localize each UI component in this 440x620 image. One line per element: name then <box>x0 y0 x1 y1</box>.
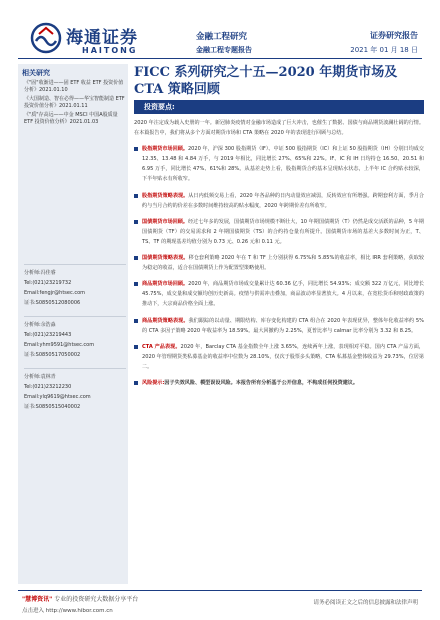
report-category: 金融工程研究 <box>196 32 248 42</box>
related-research-list <box>24 80 126 128</box>
report-title: FICC 系列研究之十五—2020 年期货市场及 CTA 策略回顾 <box>134 65 398 97</box>
analyst-tel: Tel:(021)23219732 <box>24 280 72 286</box>
bullet-title: 商品期货市场回顾。 <box>142 281 189 288</box>
bullet-title: 商品期货策略表现。 <box>142 317 189 324</box>
risk-label: 风险提示: <box>142 379 165 386</box>
bullet-square-icon <box>134 345 138 349</box>
report-header <box>0 0 440 72</box>
bullet-square-icon <box>134 381 138 385</box>
analyst-email[interactable]: Email:yhm9591@htsec.com <box>24 342 95 348</box>
bullet-square-icon <box>134 220 138 224</box>
report-subcategory: 金融工程专题报告 <box>196 46 252 54</box>
summary-bullet <box>134 316 424 336</box>
footer-link[interactable]: 点击进入 http://www.hibor.com.cn <box>22 608 113 614</box>
haitong-logo-icon <box>30 22 62 54</box>
report-body <box>134 118 424 582</box>
summary-bullet <box>134 217 424 247</box>
analyst-tel: Tel:(021)23212230 <box>24 384 72 390</box>
bullet-title: CTA 产品表现。 <box>142 343 181 350</box>
bullet-text: 2020 年，沪深 300 股指期货（IF）、中证 500 股指期货（IC）和上证 50 股指期货（IH）分别日均成交 12.35、13.48 和 4.84 万手，与 2019 年相比，同比增长 27%、65%和 22%。IF、IC 和 IH 日均持仓 16.50、20.51 和 6.95 万手，同比增长 47%、61%和 28%。从基差走势上看，股指期货合约基本呈现贴水状态，上半年 IC 合约贴水较深，下半年贴水有所收窄。 <box>142 146 424 183</box>
report-date: 2021 年 01 月 18 日 <box>350 46 418 54</box>
bullet-square-icon <box>134 256 138 260</box>
bullet-text: 我们跟踪的以动量、期限结构、库存变化构建的 CTA 组合在 2020 年表现优异，整体年化收益率约 5% 的 CTA 多因子策略 2020 年收益率为 18.59%。最大回撤约为 2.25%，夏普比率与 calmar 比率分别为 3.32 和 8.25。 <box>142 317 424 334</box>
analyst-card <box>24 264 126 308</box>
summary-bullet <box>134 342 424 372</box>
summary-bullet <box>134 253 424 273</box>
bullet-title: 国债期货市场回顾。 <box>142 218 189 225</box>
analyst-license: 证书:S0850512080006 <box>24 300 81 306</box>
footer-slogan: 专业的投资研究大数据分享平台 <box>54 596 139 603</box>
bullet-title: 股指期货市场回顾。 <box>142 146 188 153</box>
analyst-license: 证书:S0850517050002 <box>24 352 81 358</box>
bullet-text: 2020 年，商品期货市场成交量累计达 60.36 亿手，同比增长 54.93%；成交额 322 万亿元，同比增长 45.75%，成交量和成交额均创历史新高。疫情与供需冲击叠加，商品波动率显著放大。4 月以来，在宽松货币和财政政策的推动下，大宗商品价格全面上涨。 <box>142 281 424 308</box>
header-divider <box>18 58 422 59</box>
key-points-bar <box>134 100 424 114</box>
analyst-name: 分析师:余浩淼 <box>24 322 56 328</box>
summary-bullet <box>134 279 424 309</box>
analyst-email[interactable]: Email:fengjr@htsec.com <box>24 290 86 296</box>
risk-note <box>134 378 424 389</box>
bullet-text: 移仓套利策略 2020 年在 T 和 TF 上分别获得 6.75%和 5.85%的收益率，相比 IRR 套利策略，获取较为稳定的收益，适合在国债期货上作为配置型策略使用。 <box>142 255 424 272</box>
analyst-name: 分析师:冯佳睿 <box>24 270 56 276</box>
bullet-square-icon <box>134 147 138 151</box>
analyst-name: 分析师:袁林青 <box>24 374 56 380</box>
intro-paragraph: 2020 年注定成为载入史册的一年。新冠肺炎疫情对金融市场造成了巨大冲击，也催生了数据、国债与商品期货波澜壮阔的行情。在本篇报告中，我们将从多个方面对期货市场和 CTA 策略在 2020 年的表现进行回顾与总结。 <box>134 120 424 137</box>
related-research-title: 相关研究 <box>22 69 50 77</box>
footer-promo <box>22 594 138 603</box>
company-logo <box>30 22 150 62</box>
analyst-card <box>24 316 126 360</box>
bullet-text: 2020 年，Barclay CTA 基金指数全年上涨 3.65%，连续两年上涨，表现相对平稳。国内 CTA 产品方面，2020 年管理期货类私募基金的收益率中位数为 28.10%，仅次于股票多头策略，CTA 私募基金整体收益为 29.73%，位居第二。 <box>142 343 424 370</box>
bullet-title: 股指期货策略表现。 <box>142 192 189 199</box>
key-points-label: 投资要点: <box>144 103 175 111</box>
analyst-email[interactable]: Email:ylq9619@htsec.com <box>24 394 91 400</box>
bullet-square-icon <box>134 282 138 286</box>
bullet-title: 国债期货策略表现。 <box>142 255 189 262</box>
related-item[interactable]: 《大国制造、智在必得——华宝智能制造 ETF 投资价值分析》2021.01.11 <box>24 96 125 109</box>
logo-english: HAITONG <box>82 46 138 55</box>
bullet-text: 经过七年多的发展，国债期货市场规模不断壮大，10 年期国债期货（T）仍然是成交活跃的品种，5 年期国债期货（TF）的交易需求和 2 年期国债期货（TS）的合约持仓量有所提升。国债期货市场的基差大多数时间为正，T、TS、TF 的期现基差均值分别为 0.73 元、0.26 元和 0.11 元。 <box>142 218 424 245</box>
analyst-card <box>24 368 126 412</box>
logo-chinese: 海通证券 <box>66 28 138 48</box>
summary-bullet <box>134 191 424 211</box>
sidebar <box>18 64 128 584</box>
footer-divider <box>18 590 422 591</box>
footer-disclaimer: 请务必阅读正文之后的信息披露和法律声明 <box>313 600 418 606</box>
footer-brand: "慧博资讯" <box>22 596 53 603</box>
related-item[interactable]: 《"质"存高远——中金 MSCI 中国A股质量 ETF 投资价值分析》2021.01.03 <box>24 112 118 125</box>
report-type: 证券研究报告 <box>370 31 418 40</box>
bullet-square-icon <box>134 319 138 323</box>
bullet-square-icon <box>134 194 138 198</box>
bullet-text: 从日内低频交易上看，2020 年各品种的日内动量效应减弱，反转效应有所增强。跨期套利方面，季月合约与当月合约的价差在多数时间维持较高的贴水幅度，2020 年跨期价差有所收窄。 <box>142 192 424 209</box>
risk-text: 因子失效风险、模型误设风险。本报告所有分析基于公开信息，不构成任何投资建议。 <box>164 379 358 386</box>
analyst-tel: Tel:(021)23219443 <box>24 332 72 338</box>
related-item[interactable]: 《"固"收渐进——固 ETF 收益 ETF 投资价值分析》2021.01.10 <box>24 80 124 93</box>
analyst-license: 证书:S0850515040002 <box>24 404 81 410</box>
summary-bullet <box>134 144 424 184</box>
